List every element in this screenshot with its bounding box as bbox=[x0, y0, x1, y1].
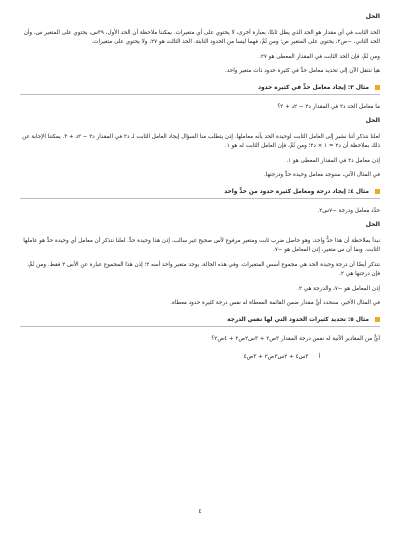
option-letter: أ bbox=[318, 353, 320, 360]
paragraph-7: نبدأ بملاحظة أن هذا حدٌّ واحد، وهو حاصل ضرب ثابت ومتغير مرفوع لأس صحيح غير سالب، إذن هذا وحيدة حدٍّ. لعلنا نتذكر أن معامل أي وحيدة حدٍّ هو عاملها الثابت. وبما أن س متغير، إذن المعامل هو −٧. bbox=[23, 238, 380, 254]
paragraph-6: في المثال الآتي، سنوجد معامل وحيدة حدٍّ ودرجتها. bbox=[264, 172, 380, 179]
paragraph-2: ومن ثَمَّ، فإن الحد الثابت في المقدار المعطى هو ٢٧. bbox=[259, 53, 380, 60]
example-4-question: حدِّد معامل ودرجة −٧س٢. bbox=[317, 207, 380, 214]
example-4-header bbox=[20, 187, 380, 199]
square-bullet-icon bbox=[375, 317, 380, 322]
paragraph-4: لعلنا نتذكر أننا نشير إلى العامل الثابت لوحيدة الحد بأنه معاملها. إذن يتطلب منا السؤال إيجاد العامل الثابت لـ د٢ في المقدار د٢ − ٢د + ٣. يمكننا الإجابة عن ذلك بملاحظة أن د٢ = ١ × د٢؛ ومن ثَمَّ، فإن العامل الثابت له هو ١. bbox=[22, 134, 380, 150]
example-5-question: أيٌّ من المقادير الآتية له نفس درجة المقدار ٣ص٢ + ٣س٢ص٢ + ٤ص٢؟ bbox=[211, 335, 380, 342]
paragraph-5: إذن معامل د٢ في المقدار المعطى هو ١. bbox=[286, 157, 380, 164]
solution-heading-3: الحل bbox=[365, 221, 380, 229]
paragraph-3: هيا ننتقل الآن إلى تحديد معامل حدٍّ في كثيرة حدود ذات متغير واحد. bbox=[225, 68, 380, 75]
example-4-title: مثال ٤: إيجاد درجة ومعامل كثيرة حدود من حدٍّ واحد bbox=[224, 188, 369, 195]
paragraph-10: في المثال الأخير، سنحدد أيَّ مقدار ضمن القائمة المعطاة له نفس درجة كثيرة حدود معطاة. bbox=[170, 300, 380, 307]
solution-heading-2: الحل bbox=[365, 117, 380, 125]
answer-option-a[interactable] bbox=[20, 354, 320, 360]
example-5-title: مثال ٥: تحديد كثيرات الحدود التي لها نفس الدرجة bbox=[227, 316, 369, 323]
square-bullet-icon bbox=[375, 85, 380, 90]
example-3-question: ما معامل الحد د٢ في المقدار د٢ − ٢د + ٣؟ bbox=[277, 103, 380, 110]
example-3-header bbox=[20, 83, 380, 95]
paragraph-1: الحد الثابت في أي مقدار هو الحد الذي يظل ثابتًا، بعبارة أخرى، لا يحتوي على أي متغيرات. يمكننا ملاحظة أن الحد الأول، ٣٩س، يحتوي على المتغير س، وأن الحد الثاني، −ص٢، يحتوي على المتغير ص؛ ومن ثَمَّ، فهما ليسا من الحدود الثابتة. الحد الثالث هو ٢٧، ولا يحتوي على متغيرات. bbox=[23, 30, 380, 46]
option-expression: ٣س٤ + ٢س٣ص٢ + ٣ص٤ bbox=[243, 353, 309, 360]
paragraph-8: نتذكر أيضًا أن درجة وحيدة الحد هي مجموع أسس المتغيرات. وفي هذه الحالة، يوجد متغير واحد أسه ٢؛ إذن هذا المجموع عبارة عن الأس ٢ فقط. ومن ثَمَّ، فإن درجتها هي ٢. bbox=[27, 261, 380, 278]
page-number: ٤ bbox=[198, 508, 202, 515]
square-bullet-icon bbox=[375, 189, 380, 194]
example-5-header bbox=[20, 315, 380, 327]
example-3-title: مثال ٣: إيجاد معامل حدٍّ في كثيرة حدود bbox=[258, 84, 369, 91]
solution-heading-1: الحل bbox=[365, 13, 380, 20]
paragraph-9: إذن المعامل هو −٧، والدرجة هي ٢. bbox=[297, 285, 380, 292]
